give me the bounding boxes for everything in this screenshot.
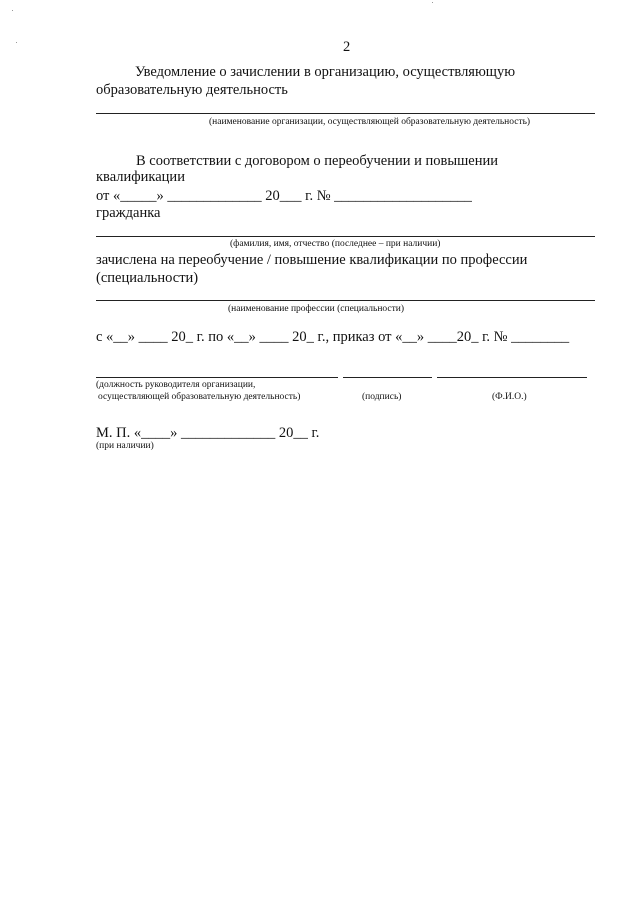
scan-speck xyxy=(12,10,13,11)
position-signature-line xyxy=(96,377,338,378)
contract-line-1: В соответствии с договором о переобучении и повышении xyxy=(136,153,498,169)
title-line-1: Уведомление о зачислении в организацию, осуществляющую xyxy=(135,64,516,80)
signature-line xyxy=(343,377,432,378)
organization-name-caption: (наименование организации, осуществляющей образовательную деятельность) xyxy=(209,117,531,127)
signature-caption: (подпись) xyxy=(362,392,402,402)
period-order-line: с «__» ____ 20_ г. по «__» ____ 20_ г., приказ от «__» ____20_ г. № ________ xyxy=(96,329,570,345)
initials-caption: (Ф.И.О.) xyxy=(492,392,527,402)
scan-speck xyxy=(432,2,433,3)
profession-line xyxy=(96,300,595,301)
page-number: 2 xyxy=(343,39,351,55)
organization-name-line xyxy=(96,113,595,114)
full-name-caption: (фамилия, имя, отчество (последнее – при наличии) xyxy=(230,239,441,249)
title-line-2: образовательную деятельность xyxy=(96,82,288,98)
scan-speck xyxy=(16,42,17,43)
contract-line-2: квалификации xyxy=(96,169,185,185)
position-caption-line-1: (должность руководителя организации, xyxy=(96,380,256,390)
full-name-initials-line xyxy=(437,377,587,378)
full-name-line xyxy=(96,236,595,237)
enrollment-line-2: (специальности) xyxy=(96,270,199,286)
position-caption-line-2: осуществляющей образовательную деятельность) xyxy=(98,392,301,402)
contract-date-line: от «_____» _____________ 20___ г. № ___________________ xyxy=(96,188,472,204)
citizen-label: гражданка xyxy=(96,205,161,221)
profession-caption: (наименование профессии (специальности) xyxy=(228,304,405,314)
stamp-caption: (при наличии) xyxy=(96,441,154,451)
stamp-date-line: М. П. «____» _____________ 20__ г. xyxy=(96,425,320,441)
enrollment-line-1: зачислена на переобучение / повышение квалификации по профессии xyxy=(96,252,528,268)
